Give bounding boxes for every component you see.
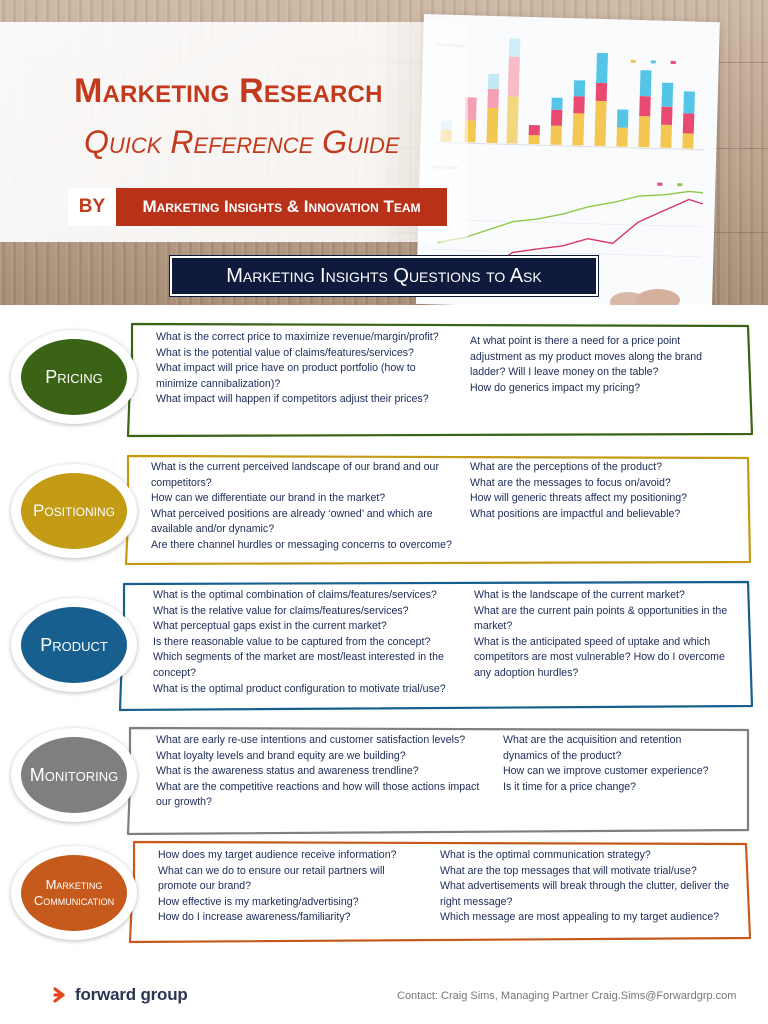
marketing-communication-section xyxy=(0,838,768,948)
question-item: What perceptual gaps exist in the current market? xyxy=(153,620,387,633)
question-item: What positions are impactful and believable? xyxy=(470,507,681,520)
team-name-badge: Marketing Insights & Innovation Team xyxy=(116,188,447,226)
question-item: Is it time for a price change? xyxy=(503,780,637,793)
monitoring-label xyxy=(21,737,127,813)
question-item: What is the optimal communication strategy? xyxy=(440,849,651,861)
question-item: What are early re-use intentions and customer satisfaction levels? xyxy=(156,734,466,746)
positioning-right-questions xyxy=(470,460,735,522)
question-item: How will generic threats affect my positioning? xyxy=(470,492,688,505)
by-label: BY xyxy=(68,188,116,226)
marketing-communication-label-line1: Marketing xyxy=(45,876,103,892)
marketing-communication-label-line2: Communication xyxy=(33,893,115,908)
question-item: How can we differentiate our brand in the market? xyxy=(151,492,386,505)
question-item: At what point is there a need for a price point adjustment as my product moves along the brand ladder? Will I leave money on the table? xyxy=(470,335,703,379)
question-item: What is the potential value of claims/features/services? xyxy=(156,346,414,359)
question-item: What is the awareness status and awareness trendline? xyxy=(156,765,419,778)
question-item: How can we improve customer experience? xyxy=(503,765,709,778)
hand-image-icon xyxy=(600,280,690,305)
question-item: How effective is my marketing/advertising? xyxy=(158,895,359,908)
question-item: What are the top messages that will motivate trial/use? xyxy=(440,864,697,877)
pricing-section xyxy=(0,318,768,442)
monitoring-label-text: Monitoring xyxy=(29,764,119,785)
question-item: What is the optimal combination of claims/features/services? xyxy=(153,589,437,601)
question-item: What is the correct price to maximize revenue/margin/profit? xyxy=(156,331,439,343)
question-item: How does my target audience receive information? xyxy=(158,849,397,861)
question-item: Which message are most appealing to my target audience? xyxy=(440,911,720,924)
questions-banner: Marketing Insights Questions to Ask xyxy=(170,256,598,296)
monitoring-right-questions xyxy=(503,733,728,795)
question-item: What advertisements will break through the clutter, deliver the right message? xyxy=(440,880,730,908)
positioning-section xyxy=(0,450,768,574)
positioning-left-questions xyxy=(151,460,466,554)
question-item: What perceived positions are already ‘owned’ and which are available and/or dynamic? xyxy=(151,507,433,536)
title-panel xyxy=(0,22,468,242)
question-item: How do generics impact my pricing? xyxy=(470,381,641,394)
product-left-questions xyxy=(153,588,473,697)
question-item: What is the landscape of the current market? xyxy=(474,589,685,601)
logo-text: forward group xyxy=(75,985,188,1004)
positioning-label-text: Positioning xyxy=(32,501,115,521)
product-right-questions xyxy=(474,588,736,682)
question-item: What loyalty levels and brand equity are we building? xyxy=(156,749,406,762)
pricing-right-questions xyxy=(470,334,732,396)
pricing-label-text: Pricing xyxy=(45,366,103,387)
monitoring-section xyxy=(0,722,768,840)
question-item: How do I increase awareness/familiarity? xyxy=(158,911,351,924)
product-label-text: Product xyxy=(40,634,108,655)
pricing-label xyxy=(21,339,127,415)
question-item: What are the messages to focus on/avoid? xyxy=(470,476,671,489)
question-item: Are there channel hurdles or messaging concerns to overcome? xyxy=(151,538,452,551)
product-label xyxy=(21,607,127,683)
question-item: What can we do to ensure our retail partners will promote our brand? xyxy=(158,864,385,893)
question-item: What are the acquisition and retention dynamics of the product? xyxy=(503,734,682,762)
page-subtitle: Quick Reference Guide xyxy=(84,124,400,160)
marketing-communication-left-questions xyxy=(158,848,423,926)
product-section xyxy=(0,578,768,716)
pricing-left-questions xyxy=(156,330,456,408)
question-item: Is there reasonable value to be captured from the concept? xyxy=(153,635,431,648)
question-item: What are the current pain points & opportunities in the market? xyxy=(474,604,728,633)
question-item: What impact will happen if competitors adjust their prices? xyxy=(156,393,429,406)
marketing-communication-label xyxy=(21,855,127,931)
question-item: What impact will price have on product portfolio (how to minimize cannibalization)? xyxy=(156,362,416,390)
forward-group-logo xyxy=(52,982,188,1008)
marketing-communication-right-questions xyxy=(440,848,740,926)
header-banner xyxy=(0,0,768,305)
contact-info: Contact: Craig Sims, Managing Partner Craig.Sims@Forwardgrp.com xyxy=(397,990,737,1002)
forward-arrow-icon xyxy=(52,985,72,1005)
question-item: What are the competitive reactions and how will those actions impact our growth? xyxy=(156,780,480,809)
question-item: What is the current perceived landscape of our brand and our competitors? xyxy=(151,461,439,489)
monitoring-left-questions xyxy=(156,733,491,811)
question-item: What is the optimal product configuration to motivate trial/use? xyxy=(153,682,446,695)
question-item: What is the anticipated speed of uptake and which competitors are most vulnerable? How do I overcome any adoption hurdles? xyxy=(474,635,725,679)
question-item: What are the perceptions of the product? xyxy=(470,461,662,473)
question-item: What is the relative value for claims/features/services? xyxy=(153,604,409,617)
page-title: Marketing Research xyxy=(74,72,383,110)
positioning-label xyxy=(21,473,127,549)
question-item: Which segments of the market are most/least interested in the concept? xyxy=(153,651,444,679)
